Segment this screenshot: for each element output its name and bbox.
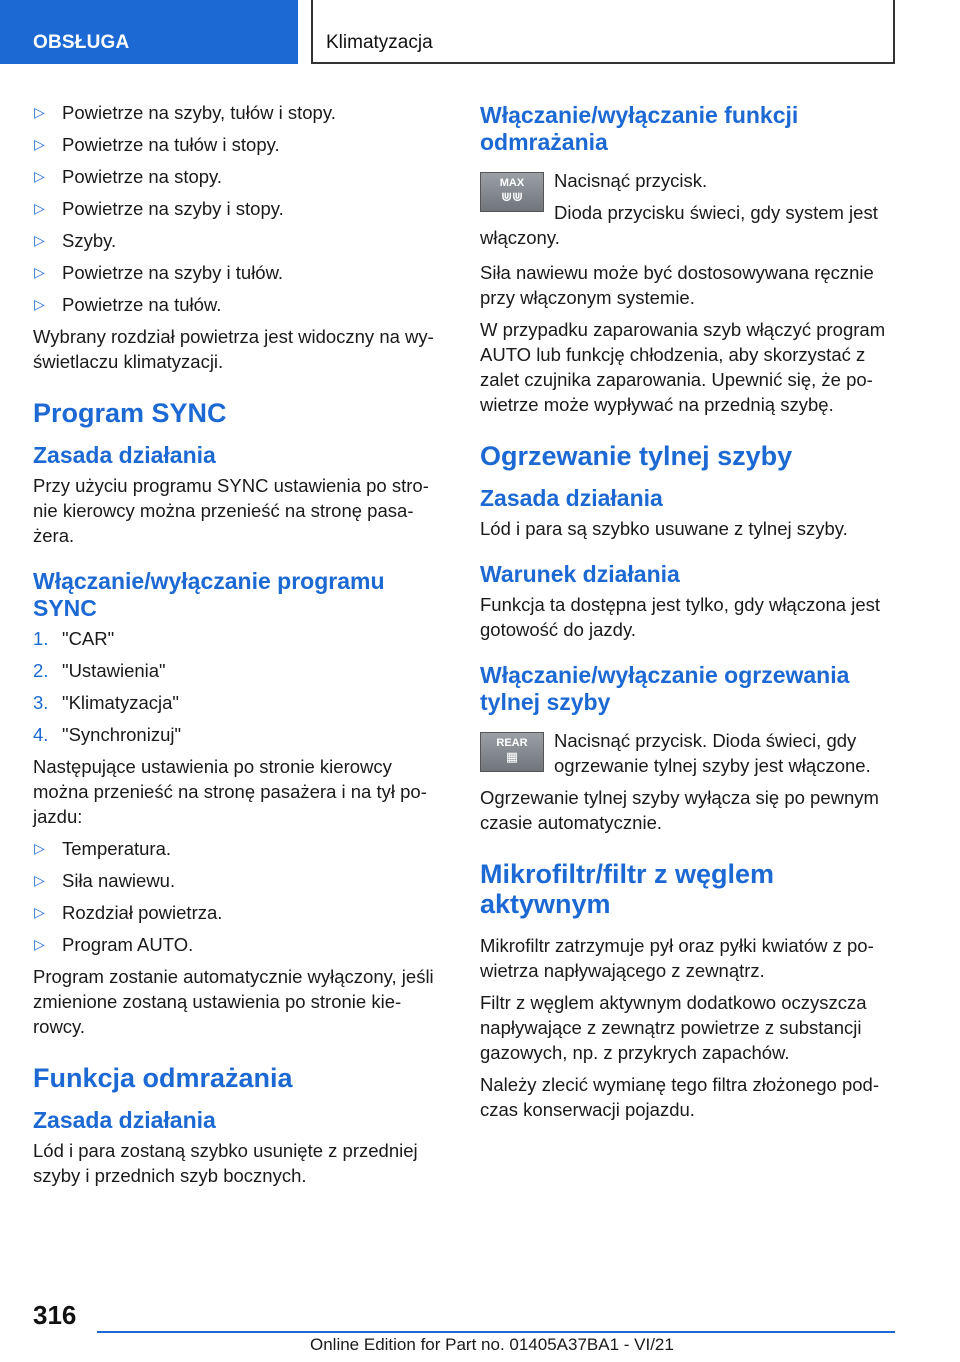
list-item: ▷ Temperatura.	[34, 838, 171, 859]
paragraph: Przy użyciu programu SYNC ustawienia po stronie kierowcy można przenieść na stronę pasażera.	[33, 475, 429, 546]
triangle-bullet-icon: ▷	[34, 104, 45, 120]
section-title: OBSŁUGA	[33, 32, 130, 53]
paragraph: Funkcja ta dostępna jest tylko, gdy włączona jest gotowość do jazdy.	[480, 594, 881, 640]
rear-heating-icon: ▦	[505, 749, 519, 764]
heading-rear-heating-toggle: Włączanie/wyłączanie ogrzewania tylnej szyby	[480, 662, 850, 715]
page-number: 316	[33, 1300, 77, 1330]
heading-rear-heating: Ogrzewanie tylnej szyby	[480, 441, 793, 471]
chapter-title: Klimatyzacja	[326, 32, 433, 53]
defrost-icon: ⋓⋓	[501, 189, 523, 204]
rear-button-row	[480, 728, 895, 778]
heading-defrost-toggle: Włączanie/wyłączanie funkcji odmrażania	[480, 102, 799, 155]
triangle-bullet-icon: ▷	[34, 936, 45, 952]
list-item: 3. "Klimatyzacja"	[33, 692, 179, 713]
edition-note: Online Edition for Part no. 01405A37BA1 - VI/21	[310, 1335, 674, 1354]
list-item: ▷ Szyby.	[34, 230, 117, 251]
rear-defrost-button-icon: REAR ▦	[480, 732, 544, 772]
list-item: ▷ Powietrze na tułów.	[34, 294, 222, 315]
airflow-list	[33, 100, 443, 317]
chapter-header	[311, 0, 895, 64]
paragraph: Program zostanie automatycznie wyłączony, jeśli zmienione zostaną ustawienia po stronie kierowcy.	[33, 966, 434, 1037]
paragraph: Lód i para zostaną szybko usunięte z przedniej szyby i przednich szyb bocznych.	[33, 1140, 418, 1186]
paragraph: Dioda przycisku świeci, gdy system jest włączony.	[480, 202, 878, 248]
list-item: 2. "Ustawienia"	[33, 660, 166, 681]
triangle-bullet-icon: ▷	[34, 264, 45, 280]
paragraph: Wybrany rozdział powietrza jest widoczny na wyświetlaczu klimatyzacji.	[33, 326, 434, 372]
list-item: ▷ Powietrze na szyby i tułów.	[34, 262, 284, 283]
list-item: ▷ Powietrze na szyby, tułów i stopy.	[34, 102, 336, 123]
triangle-bullet-icon: ▷	[34, 904, 45, 920]
triangle-bullet-icon: ▷	[34, 168, 45, 184]
steps-list	[33, 626, 443, 747]
paragraph: Następujące ustawienia po stronie kierowcy można przenieść na stronę pasażera i na tył pojazdu:	[33, 756, 427, 827]
heading-sync-toggle: Włączanie/wyłączanie programu SYNC	[33, 568, 385, 621]
triangle-bullet-icon: ▷	[34, 136, 45, 152]
paragraph: W przypadku zaparowania szyb włączyć program AUTO lub funkcję chłodzenia, aby skorzystać z zalet czujnika zaparowania. Upewnić się, że powietrze może wypływać na przednią szybę.	[480, 319, 886, 415]
section-tab	[0, 0, 298, 64]
heading-sync: Program SYNC	[33, 398, 227, 428]
left-column	[33, 100, 443, 1195]
heading-principle: Zasada działania	[33, 442, 216, 468]
heading-microfilter: Mikrofiltr/filtr z węglem aktywnym	[480, 859, 775, 919]
triangle-bullet-icon: ▷	[34, 296, 45, 312]
heading-condition: Warunek działania	[480, 561, 680, 587]
paragraph: Ogrzewanie tylnej szyby wyłącza się po pewnym czasie automatycznie.	[480, 787, 879, 833]
paragraph: Mikrofiltr zatrzymuje pył oraz pyłki kwiatów z powietrza napływającego z zewnątrz.	[480, 935, 874, 981]
max-defrost-button-icon: MAX ⋓⋓	[480, 172, 544, 212]
footer-divider	[97, 1331, 895, 1333]
list-item: 4. "Synchronizuj"	[33, 724, 182, 745]
list-item: ▷ Powietrze na szyby i stopy.	[34, 198, 284, 219]
triangle-bullet-icon: ▷	[34, 200, 45, 216]
paragraph: Należy zlecić wymianę tego filtra złożonego podczas konserwacji pojazdu.	[480, 1074, 879, 1120]
right-column	[480, 100, 895, 1129]
heading-principle: Zasada działania	[33, 1107, 216, 1133]
paragraph: Nacisnąć przycisk. Dioda świeci, gdy ogrzewanie tylnej szyby jest włączone.	[554, 730, 871, 776]
paragraph: Filtr z węglem aktywnym dodatkowo oczyszcza napływające z zewnątrz powietrze z substancji gazowych, np. z przykrych zapachów.	[480, 992, 867, 1063]
list-item: ▷ Powietrze na tułów i stopy.	[34, 134, 280, 155]
settings-list	[33, 836, 443, 957]
list-item: ▷ Rozdział powietrza.	[34, 902, 223, 923]
max-button-row	[480, 168, 895, 250]
heading-principle: Zasada działania	[480, 485, 663, 511]
triangle-bullet-icon: ▷	[34, 872, 45, 888]
list-item: ▷ Powietrze na stopy.	[34, 166, 223, 187]
heading-defrost: Funkcja odmrażania	[33, 1063, 293, 1093]
paragraph: Lód i para są szybko usuwane z tylnej szyby.	[480, 518, 848, 539]
paragraph: Siła nawiewu może być dostosowywana ręcznie przy włączonym systemie.	[480, 262, 874, 308]
triangle-bullet-icon: ▷	[34, 840, 45, 856]
list-item: ▷ Siła nawiewu.	[34, 870, 176, 891]
list-item: ▷ Program AUTO.	[34, 934, 194, 955]
triangle-bullet-icon: ▷	[34, 232, 45, 248]
paragraph: Nacisnąć przycisk.	[554, 170, 708, 191]
list-item: 1. "CAR"	[33, 628, 115, 649]
